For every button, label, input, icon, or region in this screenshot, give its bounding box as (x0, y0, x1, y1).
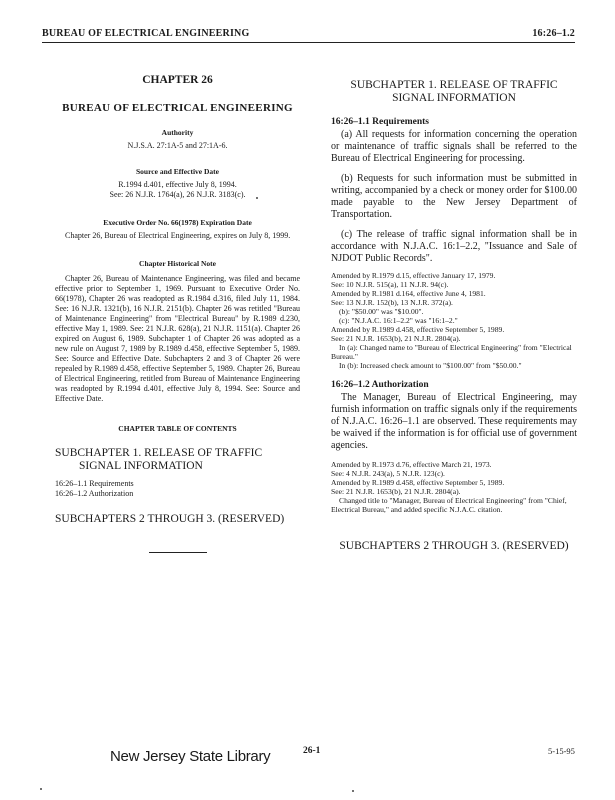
authority-text: N.J.S.A. 27:1A-5 and 27:1A-6. (127, 141, 228, 150)
history-line: See: 21 N.J.R. 1653(b), 21 N.J.R. 2804(a). (331, 487, 461, 496)
page-number: 26-1 (303, 746, 321, 756)
header-rule (42, 42, 575, 43)
history-note: Changed title to "Manager, Bureau of Electrical Engineering" from "Chief, Electrical Bureau," and added specific N.J.A.C. citation. (331, 496, 567, 514)
subchapter-1-title: SUBCHAPTER 1. RELEASE OF TRAFFIC SIGNAL INFORMATION (350, 79, 558, 104)
history-line: Amended by R.1981 d.164, effective June 4, 1981. (331, 289, 486, 298)
historical-note-text: Chapter 26, Bureau of Maintenance Engineering, was filed and became effective prior to September 1, 1969. Pursuant to Executive Order No. 66(1978), Chapter 26 was readopted as R.1984 d.316, filed July 11, 1984. See: 16 N.J.R. 1321(b), 16 N.J.R. 2151(b). Chapter 26 was retitled "Bureau of Maintenance Engineering" from "Electrical Bureau" by R.1989 d.230, effective May 1, 1989. See: 21 N.J.R. 628(a), 21 N.J.R. 1151(a). Chapter 26 expired on August 6, 1989. Subchapter 1 of Chapter 26 was adopted as a new rule on August 7, 1989 by R.1989 d.458, effective September 5, 1989. See: Source and Effective Date. Subchapters 2 and 3 of Chapter 26 were repealed by R.1989 d.458, effective September 5, 1989. Chapter 26, Bureau of Electrical Engineering, retitled from Bureau of Maintenance Engineering was readopted by R.1994 d.401, effective July 8, 1994. See: Source and Effective Date. (55, 274, 300, 403)
toc-item-requirements: 16:26–1.1 Requirements (55, 479, 134, 488)
left-end-rule (149, 552, 207, 553)
history-note: In (a): Changed name to "Bureau of Electrical Engineering" from "Electrical Bureau." (331, 343, 572, 361)
toc-subchapter-1: SUBCHAPTER 1. RELEASE OF TRAFFIC SIGNAL INFORMATION (55, 447, 263, 472)
chapter-name: BUREAU OF ELECTRICAL ENGINEERING (62, 102, 293, 114)
subchapters-2-3-reserved: SUBCHAPTERS 2 THROUGH 3. (RESERVED) (339, 540, 569, 552)
history-line: Amended by R.1979 d.15, effective January 17, 1979. (331, 271, 496, 280)
history-line: Amended by R.1973 d.76, effective March 21, 1973. (331, 460, 492, 469)
section-1-1-a: (a) All requests for information concerning the operation or maintenance of traffic signals shall be referred to the Bureau of Electrical Engineering for processing. (331, 129, 577, 164)
chapter-number: CHAPTER 26 (142, 74, 213, 86)
history-line: Amended by R.1989 d.458, effective September 5, 1989. (331, 325, 505, 334)
authority-heading: Authority (161, 128, 194, 137)
header-section-number: 16:26–1.2 (532, 28, 575, 39)
history-line: See: 10 N.J.R. 515(a), 11 N.J.R. 94(c). (331, 280, 449, 289)
source-heading: Source and Effective Date (136, 167, 219, 176)
historical-note-heading: Chapter Historical Note (139, 259, 216, 268)
left-column (55, 74, 300, 553)
scan-speck (256, 197, 258, 199)
history-note: In (b): Increased check amount to "$100.00" from "$50.00." (339, 361, 522, 370)
history-line: Amended by R.1989 d.458, effective September 5, 1989. (331, 478, 505, 487)
toc-item-authorization: 16:26–1.2 Authorization (55, 489, 134, 498)
table-of-contents-heading: CHAPTER TABLE OF CONTENTS (118, 424, 237, 433)
executive-order-text: Chapter 26, Bureau of Electrical Engineering, expires on July 8, 1999. (65, 231, 291, 240)
section-1-1-heading: 16:26–1.1 Requirements (331, 117, 429, 127)
source-line-2: See: 26 N.J.R. 1764(a), 26 N.J.R. 3183(c). (109, 190, 246, 199)
history-line: (c): "N.J.A.C. 16:1–2.2" was "16:1–2." (339, 316, 458, 325)
section-1-1-b: (b) Requests for such information must be submitted in writing, accompanied by a check or money order for $100.00 made payable to the New Jersey Department of Transportation. (331, 173, 577, 220)
running-header (42, 28, 575, 39)
scan-speck (352, 790, 354, 792)
toc-subchapters-2-3: SUBCHAPTERS 2 THROUGH 3. (RESERVED) (55, 513, 285, 525)
section-1-1-history (331, 271, 577, 370)
section-1-2-heading: 16:26–1.2 Authorization (331, 380, 429, 390)
history-line: See: 21 N.J.R. 1653(b), 21 N.J.R. 2804(a). (331, 334, 461, 343)
section-1-1-c: (c) The release of traffic signal information shall be in accordance with N.J.A.C. 16:1–2.2, "Issuance and Sale of NJDOT Public Records". (331, 229, 577, 264)
history-line: See: 4 N.J.R. 243(a), 5 N.J.R. 123(c). (331, 469, 445, 478)
history-line: (b): "$50.00" was "$10.00". (339, 307, 424, 316)
right-column (331, 79, 577, 553)
executive-order-heading: Executive Order No. 66(1978) Expiration Date (103, 218, 252, 227)
section-1-2-history (331, 460, 577, 514)
history-line: See: 13 N.J.R. 152(b), 13 N.J.R. 372(a). (331, 298, 453, 307)
revision-date: 5-15-95 (548, 746, 575, 756)
source-line-1: R.1994 d.401, effective July 8, 1994. (118, 180, 237, 189)
scan-speck (40, 788, 42, 790)
library-stamp: New Jersey State Library (110, 748, 271, 765)
header-title: BUREAU OF ELECTRICAL ENGINEERING (42, 28, 250, 39)
section-1-2-text: The Manager, Bureau of Electrical Engineering, may furnish information on traffic signals only if the requirements of N.J.A.C. 16:26–1.1 are observed. These requirements may be waived if the information is for official use of government agencies. (331, 392, 577, 451)
